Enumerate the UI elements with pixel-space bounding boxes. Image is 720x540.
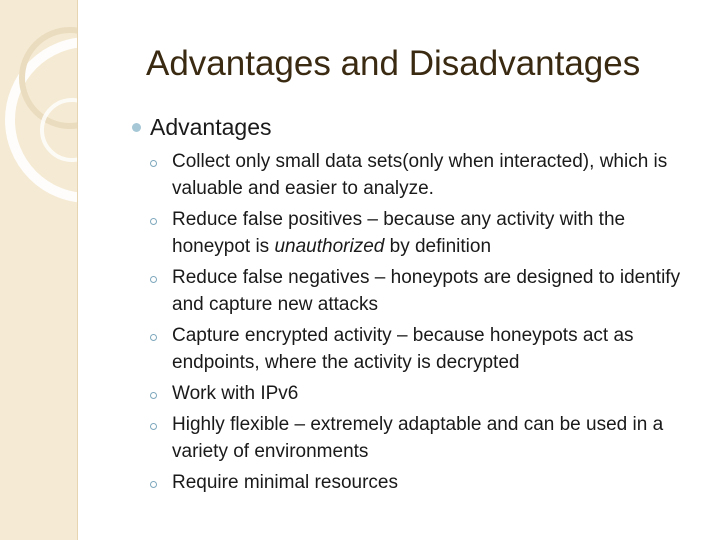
list-item-text-post: by definition (384, 236, 492, 257)
section-heading (132, 114, 271, 141)
bullet-ring-icon (150, 160, 157, 167)
list-item (146, 411, 686, 465)
bullet-ring-icon (150, 218, 157, 225)
left-decorative-band (0, 0, 78, 540)
bullet-ring-icon (150, 481, 157, 488)
list-item-text: Reduce false negatives – honeypots are designed to identify and capture new attacks (172, 267, 681, 315)
bullet-ring-icon (150, 423, 157, 430)
list-item (146, 206, 686, 260)
bullet-dot-icon (132, 123, 141, 132)
bullet-ring-icon (150, 276, 157, 283)
bullet-ring-icon (150, 392, 157, 399)
list-item (146, 264, 686, 318)
list-item-text: Require minimal resources (172, 472, 398, 493)
slide-title: Advantages and Disadvantages (146, 44, 641, 83)
list-item (146, 469, 686, 496)
section-label: Advantages (150, 114, 272, 140)
list-item-text: Work with IPv6 (172, 383, 299, 404)
advantages-list (146, 148, 686, 500)
decorative-circles (0, 0, 78, 540)
list-item (146, 322, 686, 376)
list-item (146, 380, 686, 407)
list-item (146, 148, 686, 202)
list-item-text: Collect only small data sets(only when interacted), which is valuable and easier to analyze. (172, 151, 668, 199)
list-item-text: Highly flexible – extremely adaptable and can be used in a variety of environments (172, 414, 664, 462)
list-item-emphasis: unauthorized (274, 236, 385, 257)
list-item-text-pre: Reduce false positives – because any activity with the honeypot is (172, 209, 626, 257)
list-item-text: Capture encrypted activity – because honeypots act as endpoints, where the activity is decrypted (172, 325, 634, 373)
bullet-ring-icon (150, 334, 157, 341)
